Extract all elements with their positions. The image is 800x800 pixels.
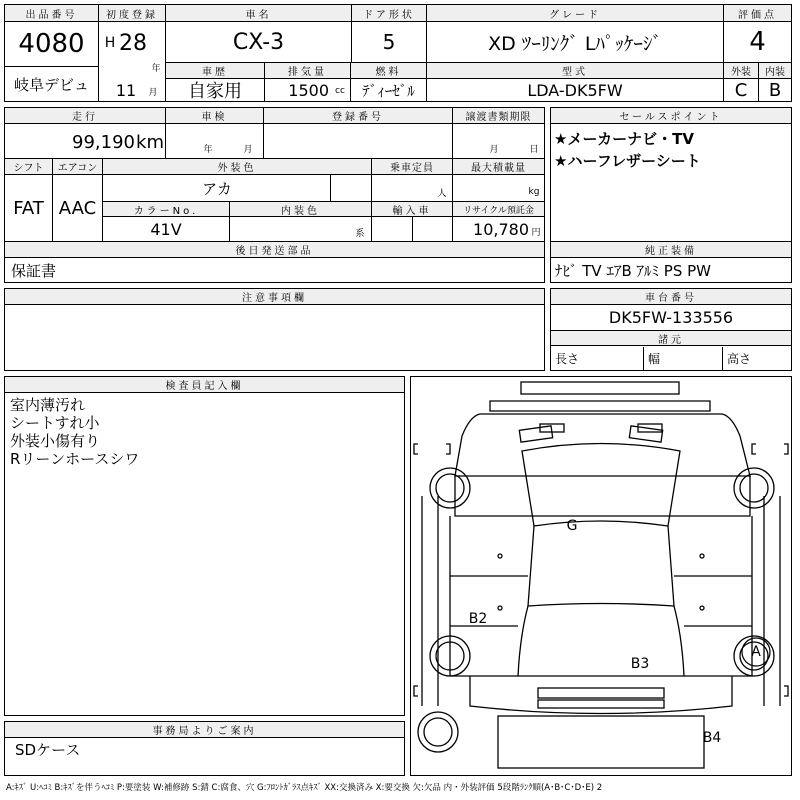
mileage-unit: km — [136, 131, 164, 153]
aircon-header: エアコン — [53, 159, 102, 175]
capacity-header: 乗車定員 — [372, 159, 452, 175]
lot-number: 4080 — [18, 29, 85, 59]
inspector-note-1: 室内薄汚れ — [10, 396, 86, 414]
damage-mark-g: G — [566, 518, 578, 534]
aircon-value: AAC — [58, 197, 97, 219]
damage-code-legend: A:ｷｽﾞ U:ﾍｺﾐ B:ｷｽﾞを伴うﾍｺﾐ P:要塗装 W:補修跡 S:錆 C:腐食、穴 G:ﾌﾛﾝﾄｶﾞﾗｽ点ｷｽﾞ XX:交換済み X:要交換 欠:欠品 内・外装評価 5段階ﾗﾝｸ順(A･B･C･D･E) 2 — [6, 783, 603, 793]
transfer-month-unit: 月 — [489, 144, 499, 155]
exterior-grade-header: 外装 — [724, 63, 758, 79]
office-notice-header: 事務局よりご案内 — [5, 722, 404, 738]
damage-mark-b3: B3 — [630, 656, 650, 672]
interior-color-header: 内装色 — [230, 202, 371, 217]
later-parts-header: 後日発送部品 — [5, 242, 544, 258]
door-count: 5 — [382, 30, 396, 54]
inspector-note-2: シートすれ小 — [10, 414, 100, 432]
exterior-grade: C — [734, 79, 748, 101]
office-notice-value: SDケース — [15, 740, 81, 759]
height-label: 高さ — [727, 352, 752, 366]
width-label: 幅 — [648, 352, 661, 366]
recycle-header: リサイクル預託金 — [453, 202, 544, 217]
caution-header: 注意事項欄 — [5, 289, 544, 305]
sales-point-1: ★メーカーナビ・TV — [554, 129, 694, 148]
genuine-equipment-value: ﾅﾋﾞ TV ｴｱB ｱﾙﾐ PS PW — [555, 262, 711, 280]
score-header: 評価点 — [724, 5, 791, 22]
mileage-value: 99,190 — [72, 131, 135, 153]
max-load-unit: kg — [528, 187, 540, 197]
damage-mark-b4: B4 — [702, 730, 722, 746]
sales-points-header: セールスポイント — [551, 108, 791, 124]
chassis-number-header: 車台番号 — [551, 289, 791, 305]
car-name-header: 車名 — [166, 5, 351, 22]
fuel-header: 燃料 — [351, 63, 426, 79]
inspector-notes-header: 検査員記入欄 — [5, 377, 404, 393]
first-reg-year-unit: 年 — [151, 63, 161, 74]
max-load-header: 最大積載量 — [453, 159, 544, 175]
interior-color-unit: 系 — [355, 228, 365, 239]
door-type-header: ドア形状 — [352, 5, 426, 22]
mileage-header: 走行 — [5, 108, 165, 124]
car-damage-diagram — [410, 376, 792, 776]
displacement-header: 排気量 — [265, 63, 350, 79]
specs-header: 諸元 — [551, 330, 791, 346]
history-header: 車歴 — [166, 63, 264, 79]
displacement-unit: cc — [335, 86, 345, 96]
inspection-year-unit: 年 — [203, 144, 213, 155]
recycle-unit: 円 — [531, 227, 541, 238]
inspector-note-3: 外装小傷有り — [10, 432, 101, 450]
transfer-day-unit: 日 — [529, 144, 539, 155]
genuine-equipment-header: 純正装備 — [551, 242, 791, 258]
grade-header: グレード — [427, 5, 723, 22]
fuel-value: ﾃﾞｨｰｾﾞﾙ — [362, 81, 415, 100]
color-number-value: 41V — [150, 219, 182, 239]
inspector-note-4: Rリーンホースシワ — [10, 450, 140, 468]
import-header: 輸入車 — [372, 202, 452, 217]
inspection-month-unit: 月 — [243, 144, 253, 155]
transfer-deadline-header: 譲渡書類期限 — [453, 108, 544, 124]
first-reg-month: 11 — [115, 80, 137, 100]
first-reg-year: 28 — [119, 30, 147, 56]
grade-value: XD ﾂｰﾘﾝｸﾞ Lﾊﾟｯｹｰｼﾞ — [488, 32, 662, 55]
inspection-header: 車検 — [166, 108, 263, 124]
model-code-header: 型式 — [427, 63, 723, 79]
lot-number-header: 出品番号 — [5, 5, 98, 22]
length-label: 長さ — [555, 352, 580, 366]
score-value: 4 — [749, 27, 766, 57]
exterior-color-value: アカ — [202, 179, 232, 198]
interior-grade-header: 内装 — [759, 63, 791, 79]
sales-point-2: ★ハーフレザーシート — [554, 151, 701, 170]
later-parts-value: 保証書 — [11, 262, 57, 280]
registration-number-header: 登録番号 — [264, 108, 452, 124]
color-number-header: カラーNo. — [103, 202, 229, 217]
recycle-value: 10,780 — [473, 219, 529, 239]
model-code: LDA-DK5FW — [527, 80, 623, 100]
first-reg-header: 初度登録 — [99, 5, 165, 22]
shift-value: FAT — [13, 197, 44, 219]
auction-venue: 岐阜デビュ — [13, 75, 89, 94]
chassis-number-value: DK5FW-133556 — [608, 308, 734, 327]
history-value: 自家用 — [188, 81, 242, 101]
exterior-color-header: 外装色 — [103, 159, 371, 175]
shift-header: シフト — [5, 159, 52, 175]
displacement-value: 1500 — [288, 80, 329, 100]
damage-mark-b2: B2 — [468, 611, 488, 627]
car-name: CX-3 — [232, 29, 285, 55]
capacity-unit: 人 — [437, 188, 447, 199]
first-reg-month-unit: 月 — [148, 87, 158, 98]
damage-mark-a: A — [751, 644, 761, 660]
first-reg-era: H — [104, 35, 116, 51]
interior-grade: B — [768, 79, 782, 101]
